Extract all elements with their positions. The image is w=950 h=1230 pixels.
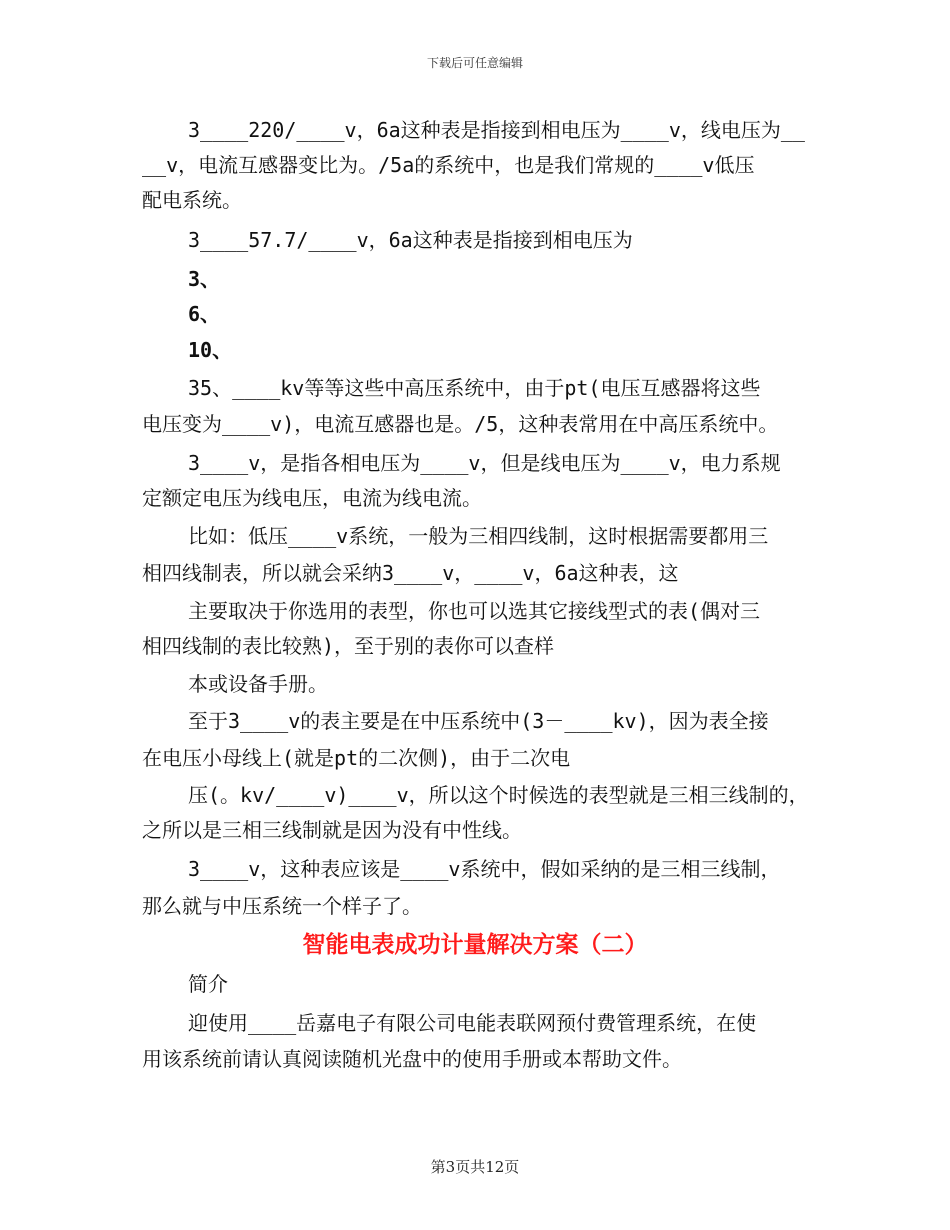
body-line: 比如：低压____v系统，一般为三相四线制，这时根据需要都用三 [188, 524, 769, 548]
body-line: 35、____kv等等这些中高压系统中，由于pt(电压互感器将这些 [188, 376, 761, 400]
body-line: 本或设备手册。 [188, 672, 328, 696]
body-line: 压(。kv/____v)____v，所以这个时候选的表型就是三相三线制的， [188, 783, 809, 807]
body-line: 相四线制表，所以就会采纳3____v，____v，6a这种表，这 [142, 561, 679, 585]
list-number: 6、 [188, 302, 221, 326]
body-line: 迎使用____岳嘉电子有限公司电能表联网预付费管理系统，在使 [188, 1011, 757, 1035]
body-line: 主要取决于你选用的表型，你也可以选其它接线型式的表(偶对三 [188, 599, 761, 623]
body-line: 电压变为____v)，电流互感器也是。/5，这种表常用在中高压系统中。 [142, 412, 779, 436]
body-line: 定额定电压为线电压，电流为线电流。 [142, 486, 482, 510]
body-line: 配电系统。 [142, 188, 242, 212]
body-line: 3____220/____v，6a这种表是指接到相电压为____v，线电压为__ [188, 118, 805, 142]
body-line: 3____57.7/____v，6a这种表是指接到相电压为 [188, 228, 633, 252]
section-subtitle: 简介 [188, 972, 228, 996]
body-line: 相四线制的表比较熟)，至于别的表你可以查样 [142, 634, 555, 658]
section-title: 智能电表成功计量解决方案（二） [302, 932, 648, 958]
body-line: 那么就与中压系统一个样子了。 [142, 894, 422, 918]
body-line: 之所以是三相三线制就是因为没有中性线。 [142, 818, 522, 842]
list-number: 10、 [188, 338, 233, 362]
body-line: 3____v，这种表应该是____v系统中，假如采纳的是三相三线制， [188, 857, 781, 881]
body-line: 3____v，是指各相电压为____v，但是线电压为____v，电力系规 [188, 451, 781, 475]
list-number: 3、 [188, 267, 221, 291]
body-line: __v，电流互感器变比为。/5a的系统中，也是我们常规的____v低压 [142, 153, 755, 177]
page-footer: 第3页共12页 [430, 1158, 520, 1176]
body-line: 用该系统前请认真阅读随机光盘中的使用手册或本帮助文件。 [142, 1047, 682, 1071]
body-line: 至于3____v的表主要是在中压系统中(3－____kv)，因为表全接 [188, 709, 769, 733]
body-line: 在电压小母线上(就是pt的二次侧)，由于二次电 [142, 746, 571, 770]
page-header: 下载后可任意编辑 [426, 56, 523, 70]
